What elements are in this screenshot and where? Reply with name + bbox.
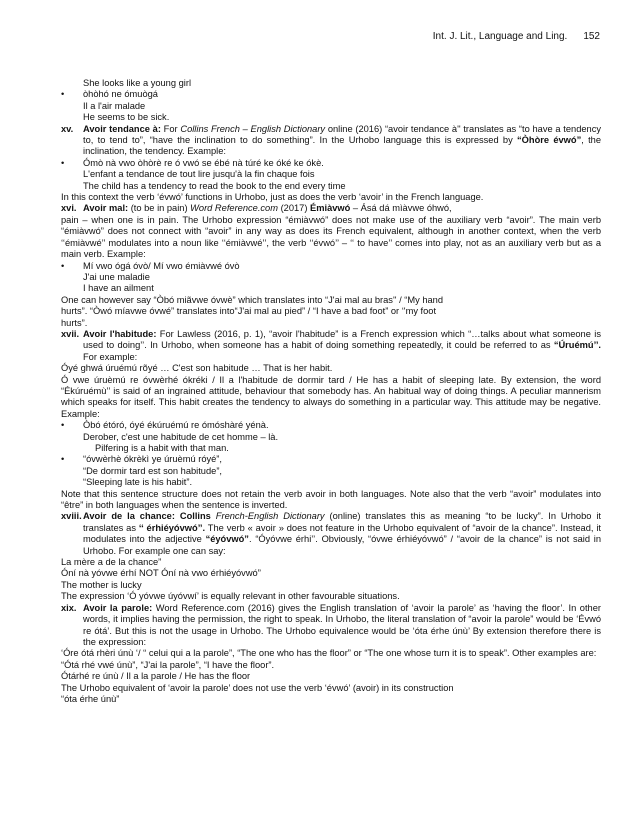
example-line: Derober, c'est une habitude de cet homme – là. [83,431,279,442]
article-body [61,78,601,705]
section-heading: Avoir la parole: [83,602,153,613]
paragraph-line: The expression ‘Ó yóvwe úyóvwí’ is equally relevant in other favourable situations. [61,591,400,602]
section-number: xix. [61,602,77,613]
text-run: , the inclination, the tendency. Example: [83,135,601,157]
bullet-icon: • [61,420,65,431]
bullet-icon: • [61,157,65,168]
section-number: xv. [61,123,74,134]
section-number: xvii. [61,328,80,339]
term: “Òhòre évwó” [517,135,582,146]
section-heading: Avoir tendance à: [83,123,161,134]
example-line: “óvwèrhè ókrèkì ye úruèmú róyé”, [83,454,222,465]
term: Émiàvwó [310,203,351,214]
running-header [433,31,600,42]
example-line: L'enfant a tendance de tout lire jusqu'à la fin chaque fois [83,169,315,180]
example-line: Il a l'air malade [83,100,146,111]
text-run: (to be in pain) [128,203,191,214]
example-line: Òbó étóró, óyé ékúruémú re ómóshàré yénà. [83,420,269,431]
text-run: . “Óyóvwe érhi’’. Obviously, “óvwe érhiéyóvwó” / “avoir de la chance” is not said in Urhobo. For example one can say: [83,534,601,556]
example-line: She looks like a young girl [83,78,192,88]
paragraph-line: Óyé ghwá úruémú rõyé … C'est son habitude … That is her habit. [61,363,333,374]
section-heading: Avoir mal: [83,203,129,214]
paragraph: Note that this sentence structure does not retain the verb avoir in both languages. Note also that the verb “avoir” modulates into “être” in both languages when the sentence is inverted. [61,488,601,511]
section-heading: Avoir l'habitude: [83,328,157,339]
source-title: Collins French – English Dictionary [180,123,326,134]
example-line: òhòhó ne ómuògá [83,89,158,100]
section-number: xviii. [61,511,82,522]
paragraph-line: hurts”. “Òwó míavwe óvwé” translates into“J'ai mal au pied” / “I have a bad foot” or ‘'my foot [61,306,437,317]
text-run: For [160,123,181,134]
paragraph-line: The Urhobo equivalent of ‘avoir la parole’ does not use the verb ‘évwó’ (avoir) in its construction [61,682,454,693]
example-line: “Sleeping late is his habit”. [83,477,193,488]
bullet-icon: • [61,260,65,271]
text-run: online (2016) “avoir tendance à'' translates as “to have a tendency to, to tend to”, “have the inclination to do something”. In the Urhobo language this is expressed by [83,123,601,146]
example-line: Mí vwo ógá óvò/ Mí vwo émiàvwé óvò [83,260,240,271]
source-title: Word Reference.com [190,203,278,214]
source-title: French-English Dictionary [215,511,325,522]
section-text [83,124,601,158]
section-text [83,203,601,214]
journal-name: Int. J. Lit., Language and Ling. [432,31,568,42]
bullet-item [61,454,601,465]
paragraph: Ó vwe úruèmú re óvwèrhé ókréki / Il a l'habitude de dormir tard / He has a habit of sleeping late. By extension, the word “Ékúruémù’’ is said of an ingrained attitude, behaviour that somebody has. An habitual way of doing things. A peculiar mannerism which speaks for itself. This habit creates the tendency to always do something in a particular way. This attitude may be negative. Example: [61,374,601,419]
text-run: – Ásá dá mìàvwe óhwó, [350,203,452,214]
example-line: J'ai une maladie [83,271,150,282]
term: ‘‘ érhiéyóvwó’’. [138,522,206,533]
text-run: For example: [83,351,138,362]
section-xix [61,603,601,649]
paragraph-line: “Ótá rhé vwé únù”, “J'ai la parole”, “I have the floor”. [61,659,275,670]
section-text [83,329,601,363]
page-number: 152 [583,31,600,42]
example-line: Pilfering is a habit with that man. [95,443,229,453]
section-number: xvi. [61,203,77,214]
paragraph-line: La mère a de la chance” [61,557,162,568]
example-line: Ómò nà vwo òhòrè re ó vwó se ébé nà túré ke óké ke ókè. [83,157,324,168]
term: “éyóvwó” [205,534,249,545]
section-text [83,603,601,649]
bullet-item [61,158,601,169]
bullet-icon: • [61,454,65,465]
paragraph: ‘Óre ótá rhèri únù ‘/ “ celui qui a la parole”, “The one who has the floor” or “The one whose turn it is to speak”. Other examples are: [61,648,597,659]
section-xviii [61,511,601,557]
bullet-item [61,420,601,431]
text-run: For Lawless (2016, p. 1), “avoir l'habitude” is a French expression which “…talks about what someone is used to doing’’. In Urhobo, when someone has a habit of doing something repeatedly, it could be referred to as [83,328,601,351]
section-text [83,511,601,557]
bullet-item [61,261,601,272]
text-run: Word Reference.com (2016) gives the English translation of ‘avoir la parole’ as ‘having the floor’. In other words, it implies having the permission, the right to speak. In Urhobo, the literal translation of “avoir la parole” would be ‘Évwó re ótá’. But this is not the usage in Urhobo. The Urhobo equivalence would be ‘óta érhe únù’ By extension therefore there is the expression: [83,602,601,647]
example-line: He seems to be sick. [83,112,170,123]
bullet-icon: • [61,89,65,100]
paragraph-line: “óta érhe únù” [61,693,120,704]
section-xv [61,124,601,158]
paragraph-line: hurts”. [61,317,88,328]
paragraph-line: Óní nà yóvwe érhí NOT Óní nà vwo érhiéyóvwó” [61,568,261,579]
paragraph-line: The mother is lucky [61,579,142,590]
term: “Úruémú’’. [553,340,601,351]
bullet-item [61,89,601,100]
text-run: (online) translates this as meaning “to be lucky”. In Urhobo it translates as [83,511,601,533]
example-line: I have an ailment [83,283,154,294]
text-run: The verb « avoir » does not feature in the Urhobo equivalent of “avoir de la chance”. Instead, it modulates into the adjective [83,522,601,545]
example-line: The child has a tendency to read the book to the end every time [83,180,346,191]
paragraph: In this context the verb ‘évwó’ functions in Urhobo, just as does the verb ‘avoir’ in the French language. [61,192,484,203]
paragraph-line: Ótárhé re únù / Il a la parole / He has the floor [61,671,251,682]
paragraph-line: One can however say “Òbó miãvwe óvwè” which translates into “J'ai mal au bras'' / “My hand [61,294,444,305]
section-xvi [61,203,601,214]
text-run: (2017) [277,203,311,214]
section-xvii [61,329,601,363]
example-line: “De dormir tard est son habitude”, [83,465,222,476]
section-heading: Avoir de la chance: Collins [83,511,211,522]
paragraph: pain – when one is in pain. The Urhobo expression “émiàvwó” does not make use of the auxiliary verb “avoir”. The main verb “émiàvwó” does not connect with “avoir” in any way as does its French equivalent, although in another context, when the verb ‘‘émiàvwé’’ modulates into a noun like ‘‘émiàvwé’’, the verb ‘‘évwó’’ – ‘‘ to have’’ comes into play, not as an auxiliary verb but as a main verb. Example: [61,214,601,260]
